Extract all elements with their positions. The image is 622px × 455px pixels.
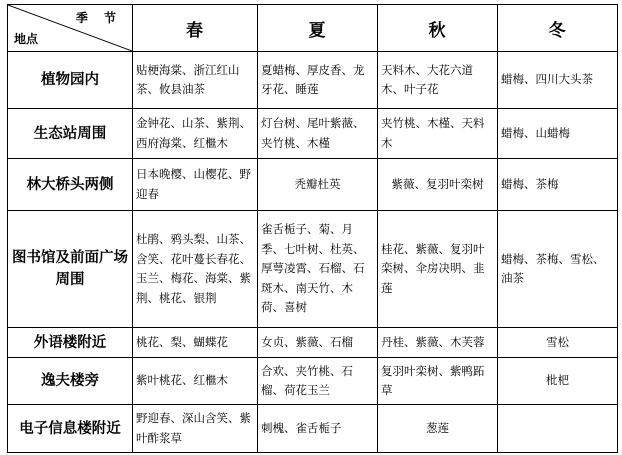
table-row: [8, 405, 618, 453]
spring-cell: 野迎春、深山含笑、紫叶酢浆草: [133, 405, 258, 453]
summer-cell: 合欢、夹竹桃、石榴、荷花玉兰: [258, 358, 378, 405]
corner-header-cell: [8, 5, 133, 52]
autumn-cell: 桂花、紫薇、复羽叶栾树、伞房决明、韭莲: [378, 211, 498, 328]
location-cell: 电子信息楼附近: [8, 405, 133, 453]
flower-season-table: [7, 4, 618, 453]
spring-cell: 杜鹃、鸦头梨、山茶、含笑、花叶蔓长春花、玉兰、梅花、海棠、紫荆、桃花、银荆: [133, 211, 258, 328]
autumn-cell: 紫薇、复羽叶栾树: [378, 159, 498, 211]
summer-cell: 灯台树、尾叶紫薇、夹竹桃、木槿: [258, 109, 378, 159]
corner-season-label: 季 节: [75, 11, 122, 25]
autumn-cell: 天料木、大花六道木、叶子花: [378, 52, 498, 109]
table-row: [8, 109, 618, 159]
season-header-autumn: 秋: [378, 5, 498, 52]
summer-cell: 夏蜡梅、厚皮香、龙牙花、睡莲: [258, 52, 378, 109]
location-cell: 逸夫楼旁: [8, 358, 133, 405]
spring-cell: 金钟花、山茶、紫荆、西府海棠、红檵木: [133, 109, 258, 159]
season-header-winter: 冬: [498, 5, 618, 52]
table-row: [8, 328, 618, 358]
table-row: [8, 211, 618, 328]
location-cell: 生态站周围: [8, 109, 133, 159]
summer-cell: 刺槐、雀舌栀子: [258, 405, 378, 453]
season-header-spring: 春: [133, 5, 258, 52]
location-cell: 图书馆及前面广场周围: [8, 211, 133, 328]
autumn-cell: 丹桂、紫薇、木芙蓉: [378, 328, 498, 358]
winter-cell: 枇杷: [498, 358, 618, 405]
table-row: [8, 52, 618, 109]
spring-cell: 日本晚樱、山樱花、野迎春: [133, 159, 258, 211]
location-cell: 植物园内: [8, 52, 133, 109]
winter-cell: 蜡梅、四川大头茶: [498, 52, 618, 109]
spring-cell: 紫叶桃花、红檵木: [133, 358, 258, 405]
location-cell: 林大桥头两侧: [8, 159, 133, 211]
summer-cell: 秃瓣杜英: [258, 159, 378, 211]
winter-cell: 蜡梅、茶梅、雪松、油茶: [498, 211, 618, 328]
table-row: [8, 159, 618, 211]
winter-cell: [498, 405, 618, 453]
summer-cell: 雀舌栀子、菊、月季、七叶树、杜英、厚萼凌霄、石榴、石斑木、南天竹、木荷、喜树: [258, 211, 378, 328]
winter-cell: 蜡梅、茶梅: [498, 159, 618, 211]
autumn-cell: 葱莲: [378, 405, 498, 453]
winter-cell: 蜡梅、山蜡梅: [498, 109, 618, 159]
winter-cell: 雪松: [498, 328, 618, 358]
spring-cell: 贴梗海棠、浙江红山茶、攸县油茶: [133, 52, 258, 109]
season-header-summer: 夏: [258, 5, 378, 52]
location-cell: 外语楼附近: [8, 328, 133, 358]
spring-cell: 桃花、梨、蝴蝶花: [133, 328, 258, 358]
summer-cell: 女贞、紫薇、石榴: [258, 328, 378, 358]
header-row: [8, 5, 618, 52]
autumn-cell: 夹竹桃、木槿、天料木: [378, 109, 498, 159]
autumn-cell: 复羽叶栾树、紫鸭跖草: [378, 358, 498, 405]
table-row: [8, 358, 618, 405]
corner-location-label: 地点: [14, 32, 39, 46]
